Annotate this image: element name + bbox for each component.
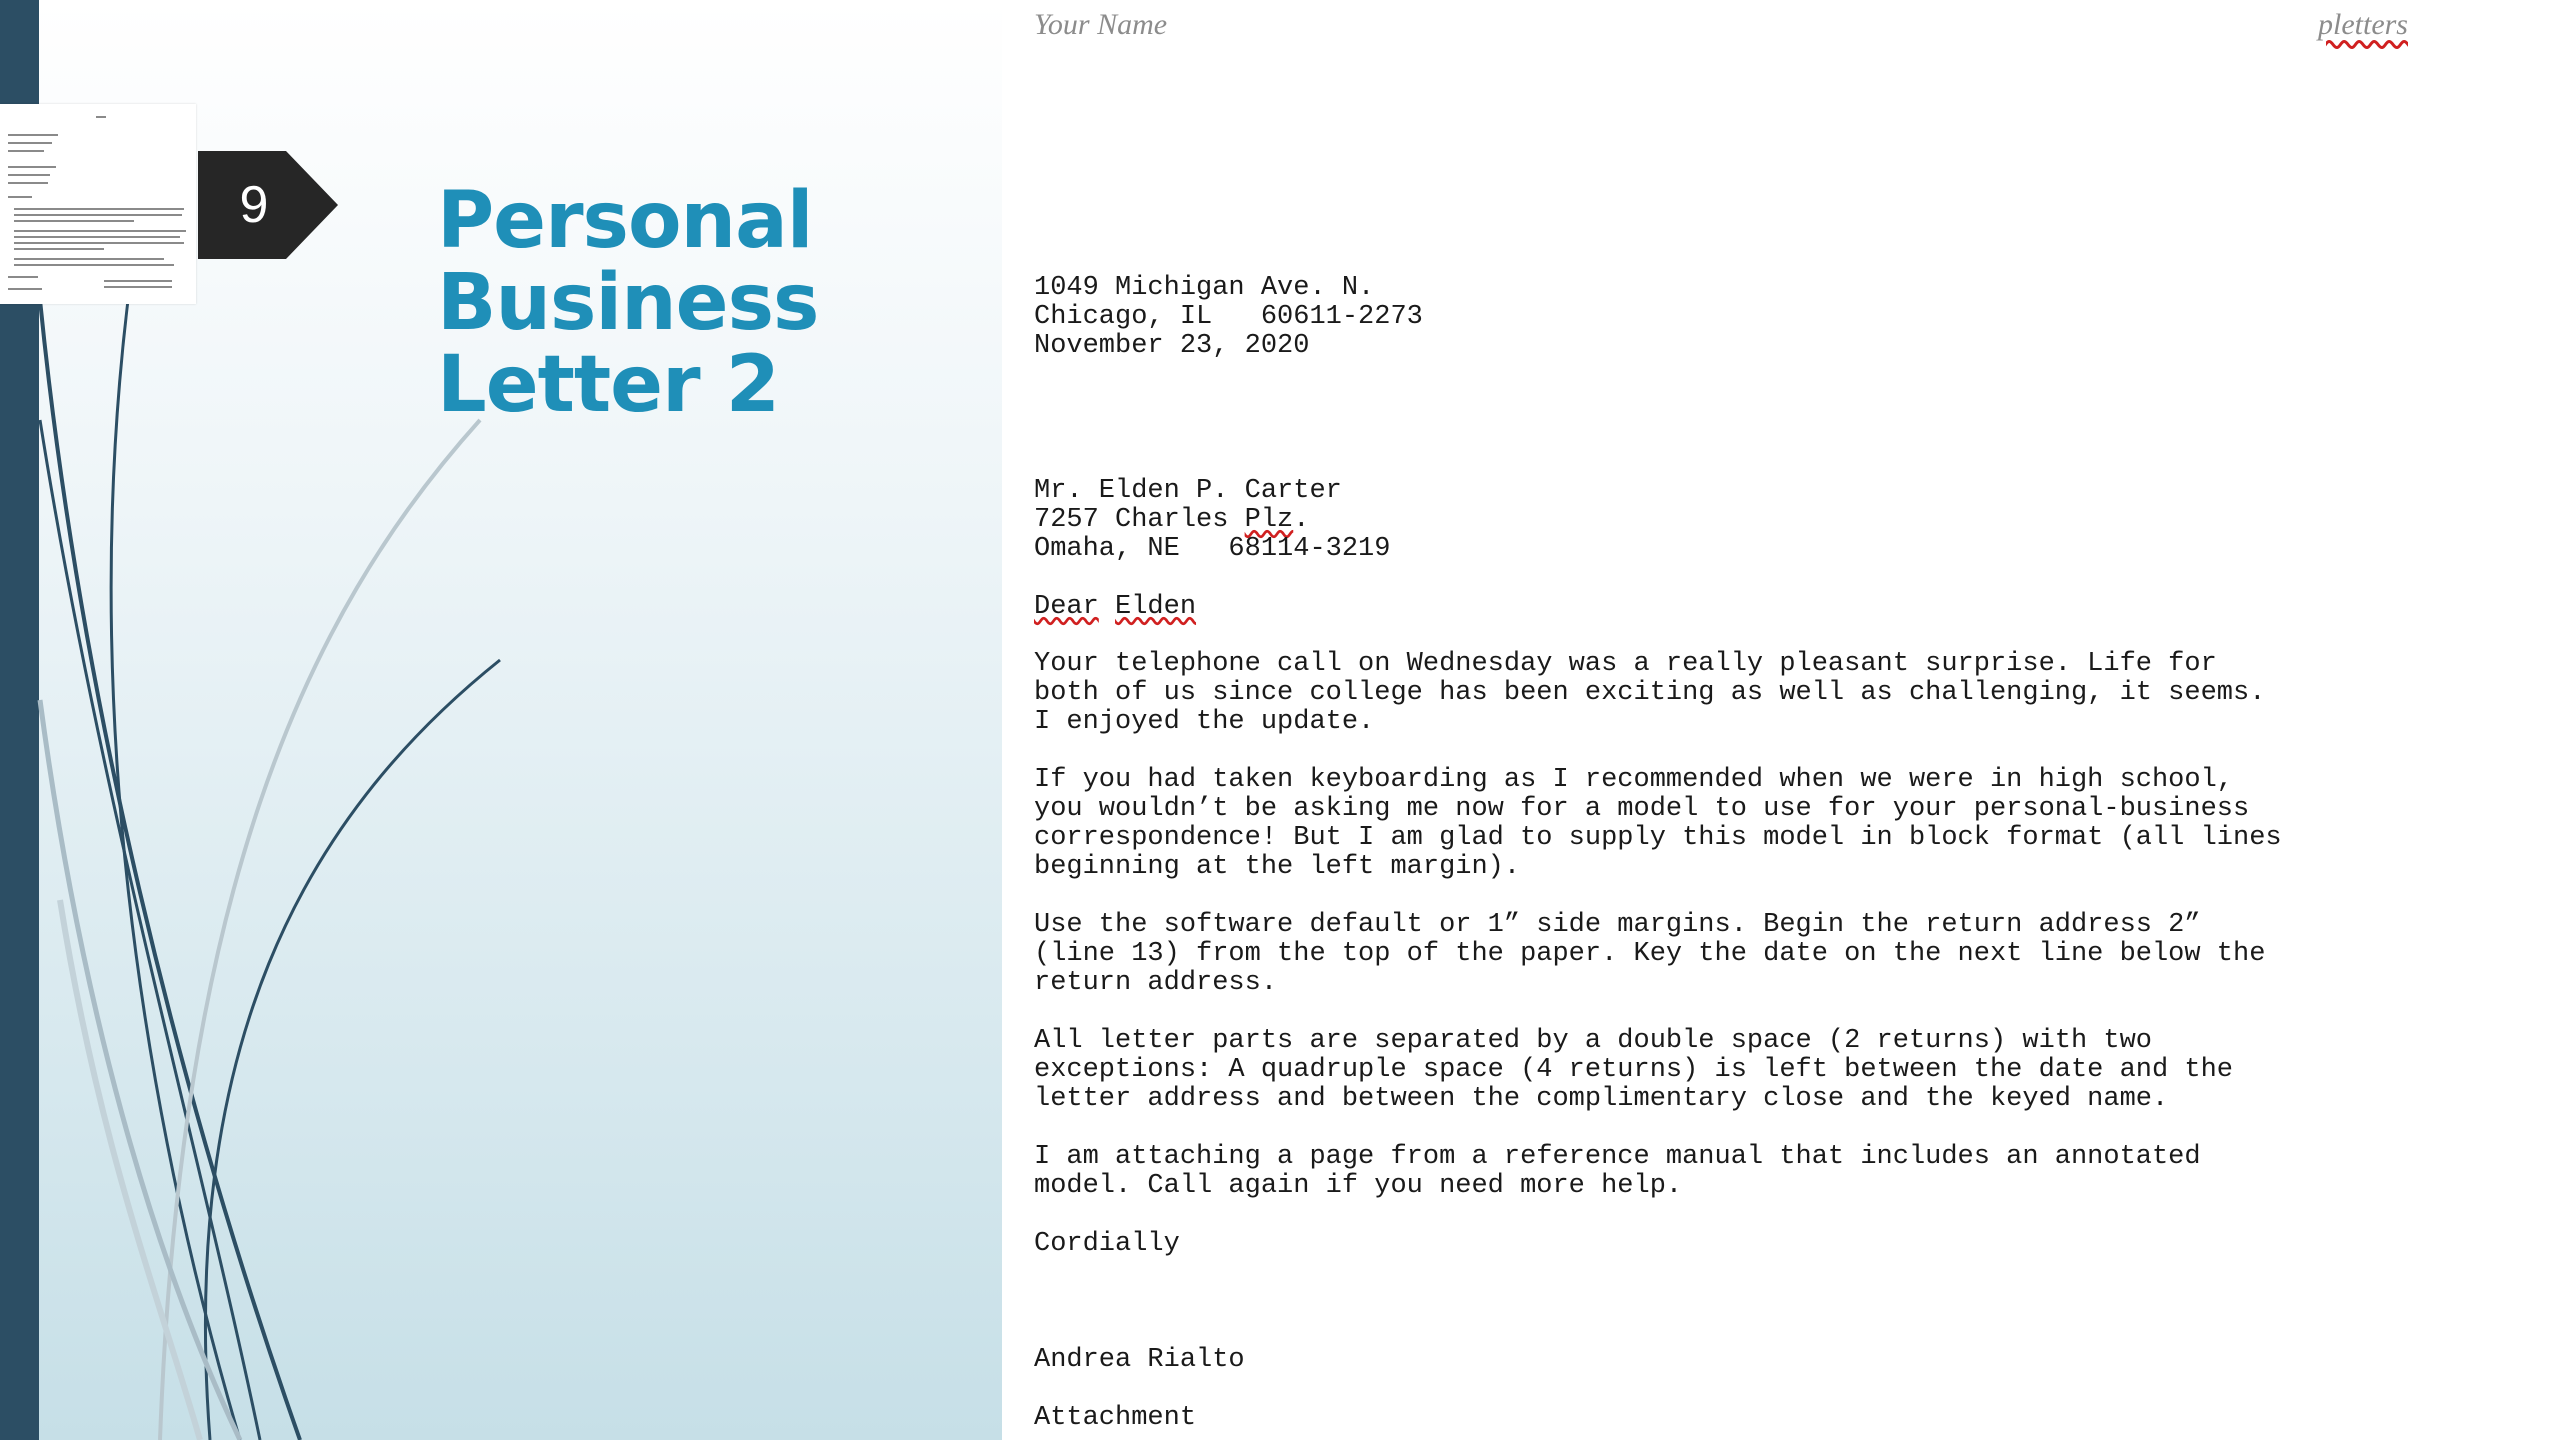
- letter-body: [1034, 274, 2534, 1433]
- paragraph: [1034, 650, 2534, 737]
- title-line: Business: [437, 258, 819, 348]
- return-address-line: Chicago, IL 60611-2273: [1034, 302, 1423, 332]
- paragraph-line: model. Call again if you need more help.: [1034, 1171, 1683, 1201]
- return-address-line: 1049 Michigan Ave. N.: [1034, 273, 1375, 303]
- salutation-word: Dear: [1034, 592, 1099, 622]
- spellcheck-flag: Plz: [1244, 505, 1294, 535]
- complimentary-close: Cordially: [1034, 1229, 1180, 1259]
- paragraph-line: Your telephone call on Wednesday was a really pleasant surprise. Life for: [1034, 649, 2217, 679]
- date-line: November 23, 2020: [1034, 331, 1310, 361]
- letter-thumbnail-image: [0, 104, 196, 304]
- salutation-word: Elden: [1115, 592, 1197, 622]
- title-line: Personal: [437, 176, 813, 266]
- paragraph: [1034, 1027, 2534, 1114]
- paragraph-line: If you had taken keyboarding as I recommended when we were in high school,: [1034, 765, 2233, 795]
- address-text: .: [1293, 505, 1310, 535]
- title-line: Letter 2: [437, 340, 779, 430]
- paragraph-line: I enjoyed the update.: [1034, 707, 1375, 737]
- paragraph-line: I am attaching a page from a reference manual that includes an annotated: [1034, 1142, 2201, 1172]
- paragraph-line: correspondence! But I am glad to supply this model in block format (all lines: [1034, 823, 2282, 853]
- paragraph-line: exceptions: A quadruple space (4 returns) is left between the date and the: [1034, 1055, 2233, 1085]
- paragraph-line: return address.: [1034, 968, 1278, 998]
- address-text: 7257 Charles: [1034, 505, 1245, 535]
- salutation: [1034, 593, 2534, 622]
- paragraph: [1034, 1143, 2534, 1201]
- header-right-label: pletters: [2318, 8, 2408, 41]
- header-your-name: Your Name: [1034, 8, 1168, 41]
- signer-name: Andrea Rialto: [1034, 1345, 1245, 1375]
- paragraph-line: beginning at the left margin).: [1034, 852, 1521, 882]
- paragraph-line: letter address and between the complimentary close and the keyed name.: [1034, 1084, 2169, 1114]
- slide-title[interactable]: [437, 176, 997, 430]
- letter-address-line: Mr. Elden P. Carter: [1034, 476, 1342, 506]
- slide-number: 9: [239, 176, 269, 234]
- enclosure-notation: Attachment: [1034, 1403, 1197, 1433]
- letter-address-line: Omaha, NE 68114-3219: [1034, 534, 1391, 564]
- paragraph-line: All letter parts are separated by a double space (2 returns) with two: [1034, 1026, 2152, 1056]
- paragraph-line: both of us since college has been exciting as well as challenging, it seems.: [1034, 678, 2266, 708]
- paragraph-line: Use the software default or 1” side margins. Begin the return address 2”: [1034, 910, 2201, 940]
- paragraph: [1034, 766, 2534, 882]
- paragraph-line: (line 13) from the top of the paper. Key the date on the next line below the: [1034, 939, 2266, 969]
- paragraph: [1034, 911, 2534, 998]
- paragraph-line: you wouldn’t be asking me now for a model to use for your personal-business: [1034, 794, 2250, 824]
- letter-address-line: [1034, 506, 2534, 535]
